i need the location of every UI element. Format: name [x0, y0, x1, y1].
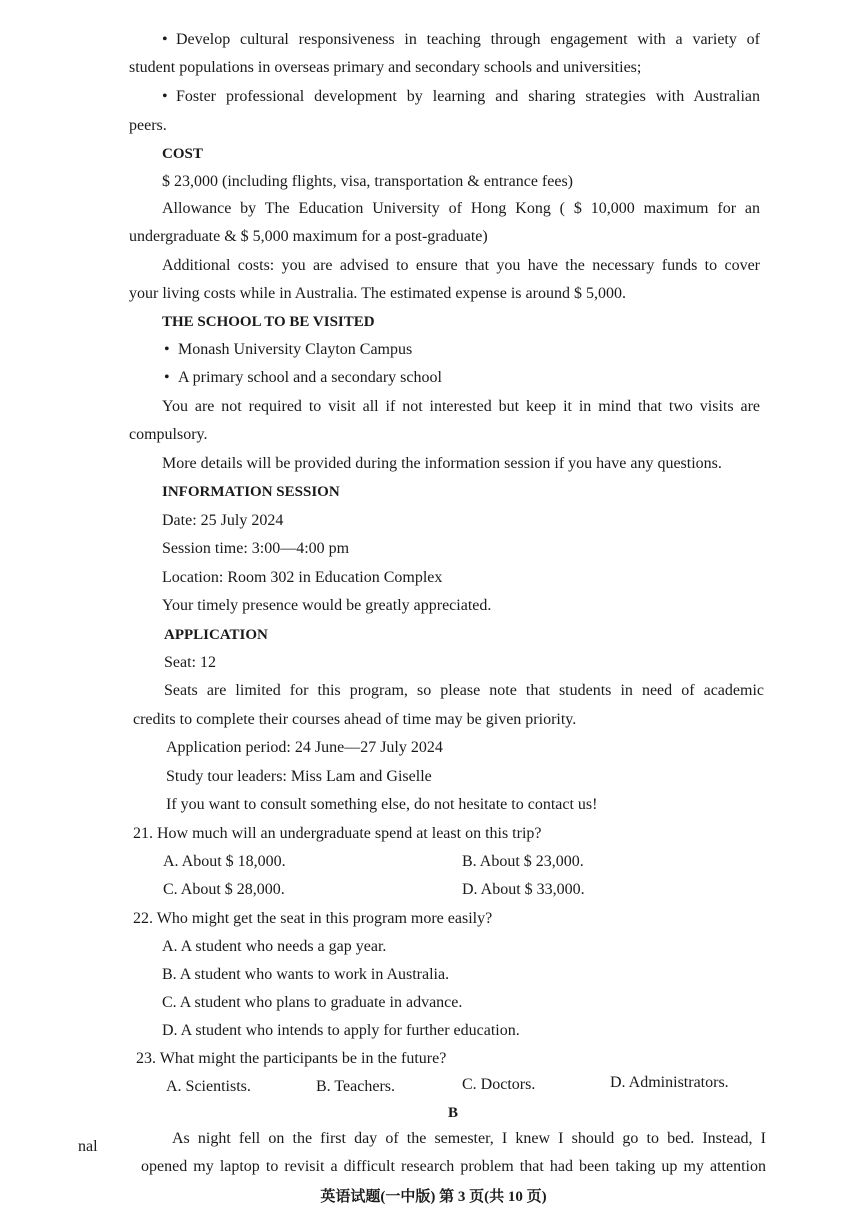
q21-option-c: C. About $ 28,000.	[163, 881, 285, 898]
q22-option-b: B. A student who wants to work in Australia.	[162, 966, 450, 983]
q21-option-a: A. About $ 18,000.	[163, 853, 286, 870]
session-presence: Your timely presence would be greatly appreciated.	[162, 597, 492, 614]
cost-heading: COST	[162, 146, 203, 162]
school-item-1-text: Monash University Clayton Campus	[178, 341, 413, 358]
additional-line1: Additional costs: you are advised to ensure that you have the necessary funds to cover	[162, 257, 760, 274]
q23-option-d: D. Administrators.	[610, 1074, 729, 1091]
bullet-2-line2: peers.	[129, 117, 167, 134]
section-b-letter: B	[448, 1105, 459, 1121]
allowance-line2: undergraduate & $ 5,000 maximum for a post-graduate)	[129, 228, 488, 245]
session-date: Date: 25 July 2024	[162, 512, 284, 529]
school-note-line1: You are not required to visit all if not interested but keep it in mind that two visits are	[162, 398, 760, 415]
q21-option-b: B. About $ 23,000.	[462, 853, 584, 870]
application-limited-line1: Seats are limited for this program, so please note that students in need of academic	[164, 682, 764, 699]
application-consult: If you want to consult something else, do not hesitate to contact us!	[166, 796, 598, 813]
q21-option-d: D. About $ 33,000.	[462, 881, 585, 898]
application-limited-line2: credits to complete their courses ahead of time may be given priority.	[133, 711, 577, 728]
bullet-dot-icon: •	[162, 31, 168, 48]
application-leaders: Study tour leaders: Miss Lam and Giselle	[166, 768, 432, 785]
question-21	[133, 824, 542, 844]
question-22	[133, 909, 492, 929]
q23-option-c: C. Doctors.	[462, 1076, 536, 1093]
q22-option-c: C. A student who plans to graduate in advance.	[162, 994, 463, 1011]
q22-option-a: A. A student who needs a gap year.	[162, 938, 387, 955]
session-location: Location: Room 302 in Education Complex	[162, 569, 443, 586]
question-number: 21.	[133, 825, 153, 842]
additional-line2: your living costs while in Australia. The estimated expense is around $ 5,000.	[129, 285, 626, 302]
bullet-dot-icon: •	[162, 88, 168, 105]
bullet-2-text: Foster professional development by learning and sharing strategies with Australian	[176, 88, 760, 105]
passage-b-line1: As night fell on the first day of the semester, I knew I should go to bed. Instead, I	[172, 1130, 766, 1147]
question-number: 23.	[136, 1050, 156, 1067]
allowance-line1: Allowance by The Education University of Hong Kong ( $ 10,000 maximum for an	[162, 200, 760, 217]
bullet-1-line2: student populations in overseas primary and secondary schools and universities;	[129, 59, 642, 76]
question-text: How much will an undergraduate spend at least on this trip?	[157, 825, 542, 842]
question-text: Who might get the seat in this program more easily?	[156, 910, 493, 927]
question-text: What might the participants be in the future?	[159, 1050, 447, 1067]
margin-note: nal	[78, 1138, 98, 1155]
school-note-line2: compulsory.	[129, 426, 208, 443]
session-time: Session time: 3:00—4:00 pm	[162, 540, 350, 557]
application-period: Application period: 24 June—27 July 2024	[166, 739, 443, 756]
school-item-1	[164, 340, 412, 360]
passage-b-line2: opened my laptop to revisit a difficult research problem that had been taking up my attention	[141, 1158, 766, 1175]
bullet-1-text: Develop cultural responsiveness in teaching through engagement with a variety of	[176, 31, 760, 48]
bullet-dot-icon: •	[164, 369, 170, 386]
bullet-2-line1	[162, 87, 760, 107]
school-heading: THE SCHOOL TO BE VISITED	[162, 314, 375, 330]
session-heading: INFORMATION SESSION	[162, 484, 340, 500]
q23-option-b: B. Teachers.	[316, 1078, 395, 1095]
application-heading: APPLICATION	[164, 627, 268, 643]
school-item-2-text: A primary school and a secondary school	[178, 369, 442, 386]
q23-option-a: A. Scientists.	[166, 1078, 251, 1095]
cost-price: $ 23,000 (including flights, visa, transportation & entrance fees)	[162, 173, 574, 190]
page-footer: 英语试题(一中版) 第 3 页(共 10 页)	[320, 1189, 547, 1205]
question-number: 22.	[133, 910, 153, 927]
bullet-1-line1	[162, 30, 760, 50]
school-item-2	[164, 368, 442, 388]
bullet-dot-icon: •	[164, 341, 170, 358]
school-more: More details will be provided during the information session if you have any questions.	[162, 455, 722, 472]
application-seat: Seat: 12	[164, 654, 216, 671]
q22-option-d: D. A student who intends to apply for further education.	[162, 1022, 520, 1039]
question-23	[136, 1049, 446, 1069]
